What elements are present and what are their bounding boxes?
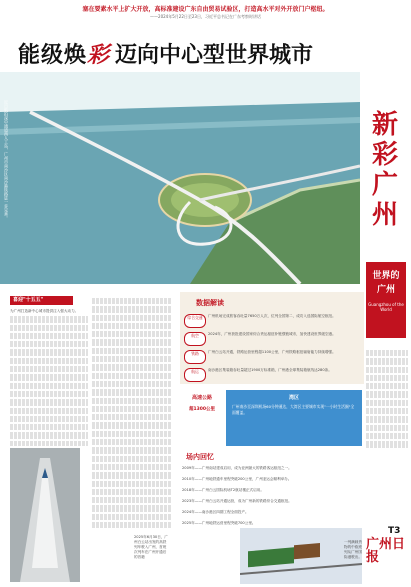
train-illustration (10, 448, 80, 582)
brand-char-1: 新 (371, 110, 398, 140)
timeline-item: 2024年——南沙港区四期工程全面投产。 (182, 510, 249, 514)
article-intro: 为广州打造新中心城市提供注入强大动力。 (10, 309, 79, 313)
article-column-2 (92, 296, 172, 532)
highway-value: 超1300公里 (188, 407, 216, 412)
info-label-aviation: 航空 (184, 332, 206, 346)
section-tag: 喜迎"十五五" (10, 296, 73, 305)
timeline-item: 2025年——广州地铁运营里程突破700公里。 (182, 521, 256, 525)
info-text-shipping: 南沙港区集装箱吞吐量超过1900万标准箱，广州港全球集装箱航线达280条。 (208, 368, 332, 372)
timeline-list (182, 466, 362, 532)
newspaper-logo: 广州日报 (366, 537, 406, 565)
bay-area-title: 湾区 (288, 395, 299, 401)
bay-area-text: 广州南沙至深圳机场60分钟通达，大湾区主要城市实现"一小时生活圈"全面覆盖。 (232, 404, 355, 415)
article-column-1 (10, 308, 88, 446)
brand-box-line1: 世界的 (372, 271, 400, 281)
highway-title: 高速公路 (191, 395, 212, 401)
brand-char-4: 州 (371, 200, 398, 230)
timeline-item: 2010年——广州地铁通车里程突破200公里，广州亚运会顺利举办。 (182, 477, 292, 481)
brand-char-3: 广 (371, 170, 398, 200)
aerial-bridge-photo (0, 72, 360, 284)
brand-box-sub: Guangzhou of the World (368, 302, 404, 312)
top-quote-strip (0, 0, 411, 24)
headline-part1: 能级焕 (18, 42, 88, 68)
info-text-aviation: 2024年，广州获批建设国家综合货运枢纽补链强链城市，加快建设世界级空港。 (208, 332, 336, 336)
brand-box-line2: 广州 (376, 285, 395, 295)
timeline-item: 2018年——广州白云国际机场T2航站楼正式启用。 (182, 488, 264, 492)
info-text-transport: 广州机场完成旅客吞吐量7650万人次，位列全国第二，成功入选国际航空枢纽。 (208, 314, 336, 318)
brand-char-2: 彩 (371, 140, 398, 170)
timeline-title: 场内回忆 (186, 453, 214, 461)
high-speed-train-photo (10, 448, 80, 582)
world-guangzhou-box (366, 262, 406, 338)
train-photo-caption: 2025年6月30日，广州白云站出发的高铁列车驶入广州，首班次列车在广州开通后的首趟 (134, 535, 168, 559)
info-label-transport: 综合交通 (184, 314, 206, 328)
bridge-illustration (0, 72, 360, 284)
page-headline (18, 38, 348, 68)
top-quote-source: ——2024年5月22日至23日，习近平总书记在广东考察时讲话 (150, 14, 261, 19)
headline-accent: 彩 (87, 42, 110, 68)
top-quote: 塞在要素水平上扩大开放，高标准建设广东自由贸易试验区，打造高水平对外开放门户枢纽。 (82, 6, 329, 13)
timeline-item: 2023年——广州白云站开通运营，成为广州新的铁路综合交通枢纽。 (182, 499, 292, 503)
headline-part2: 迈向中心型世界城市 (115, 42, 314, 68)
info-title: 数据解读 (196, 299, 224, 307)
info-label-shipping: 航运 (184, 368, 206, 382)
bay-area-box (226, 390, 362, 446)
credits-block (366, 348, 408, 478)
info-label-railway: 铁路 (184, 350, 206, 364)
timeline-item: 2009年——广州南站建成启用，成为亚洲最大的铁路客运枢纽之一。 (182, 466, 292, 470)
page-number: T3 (388, 526, 401, 536)
photo-caption: 近日航拍深中通道西人工岛，广州市南沙区南沙港铁路进一步完善。 (4, 100, 9, 220)
freight-train-caption: 一列满载货物的中欧班列从广州国际港驶出。 (344, 540, 362, 559)
info-text-railway: 广州白云站开通，铁路运营里程超1100公里，广州铁路枢纽辐射能力持续增强。 (208, 350, 336, 354)
